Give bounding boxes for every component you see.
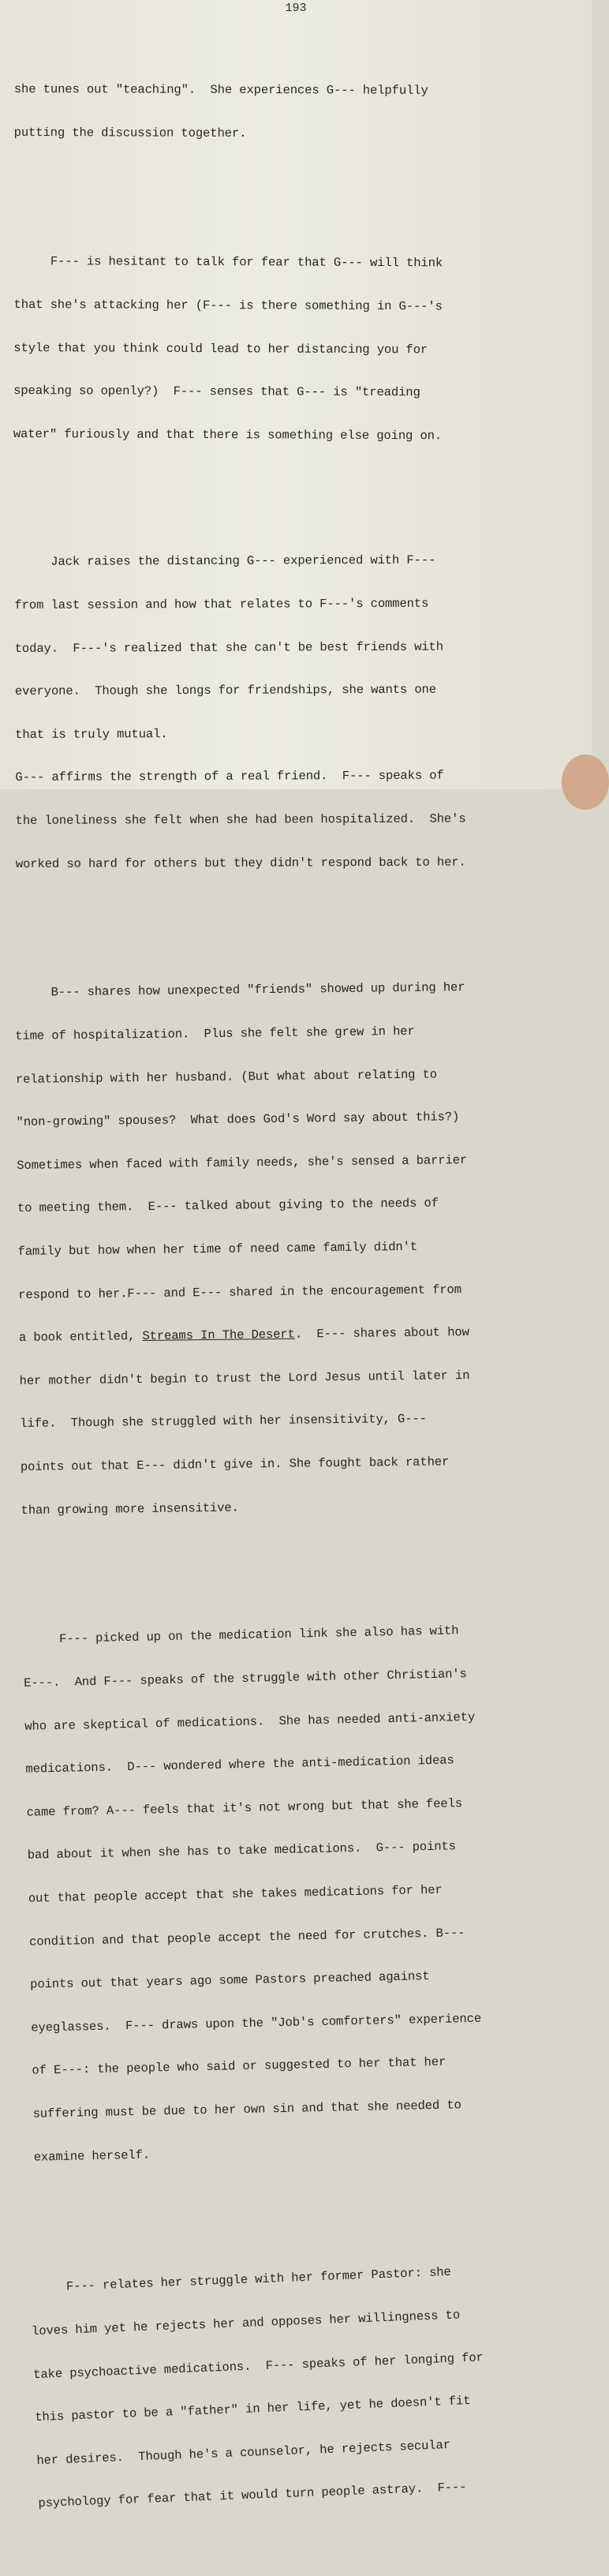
page-number: 193 <box>285 2 307 15</box>
text-line: bad about it when she has to take medications. G--- points <box>27 1839 457 1863</box>
text-line: E---. And F--- speaks of the struggle with other Christian's <box>23 1667 467 1690</box>
paragraph <box>22 1593 586 2193</box>
text-line: Sometimes when faced with family needs, she's sensed a barrier <box>17 1153 468 1174</box>
text-line: life. Though she struggled with her insensitivity, G--- <box>20 1412 427 1432</box>
text-line: from last session and how that relates to F---'s comments <box>14 596 429 612</box>
text-line: out that people accept that she takes medications for her <box>28 1882 443 1906</box>
text-line: F--- picked up on the medication link she also has with <box>22 1623 459 1648</box>
paragraph <box>14 524 568 900</box>
text-line: take psychoactive medications. F--- speaks of her longing for <box>32 2349 484 2382</box>
text-line: time of hospitalization. Plus she felt she grew in her <box>15 1024 415 1044</box>
text-line: this pastor to be a "father" in her life, yet he doesn't fit <box>34 2393 471 2425</box>
text-line: "non-growing" spouses? What does God's Word say about this?) <box>16 1110 460 1130</box>
text-segment: a book entitled, <box>18 1329 143 1346</box>
paragraph <box>14 951 574 1547</box>
text-line: the loneliness she felt when she had been hospitalized. She's <box>15 811 466 828</box>
text-line: of E---: the people who said or suggested to her that her <box>32 2055 446 2079</box>
text-line: today. F---'s realized that she can't be best friends with <box>14 638 443 656</box>
text-line: than growing more insensitive. <box>21 1500 239 1518</box>
text-line-with-title <box>19 1324 571 1346</box>
text-line: points out that years ago some Pastors preached against <box>29 1969 430 1992</box>
text-line: to meeting them. E--- talked about giving to the needs of <box>17 1196 439 1216</box>
text-line: suffering must be due to her own sin and that she needed to <box>32 2098 461 2121</box>
text-line: G--- affirms the strength of a real friend. F--- speaks of <box>15 768 444 784</box>
paragraph <box>13 226 566 472</box>
text-line: medications. D--- wondered where the anti-medication ideas <box>25 1753 454 1777</box>
text-segment: . E--- shares about how <box>294 1325 469 1342</box>
book-title: Streams In The Desert <box>142 1327 295 1344</box>
text-line: worked so hard for others but they didn't respond back to her. <box>15 854 466 871</box>
paragraph <box>13 54 566 170</box>
text-line: examine herself. <box>33 2147 151 2165</box>
text-line: everyone. Though she longs for friendships, she wants one <box>14 682 437 698</box>
text-line: relationship with her husband. (But what about relating to <box>15 1067 438 1087</box>
text-line: speaking so openly?) F--- senses that G--- is "treading <box>13 383 420 400</box>
text-line: respond to her.F--- and E--- shared in the encouragement from <box>18 1282 462 1302</box>
text-line: B--- shares how unexpected "friends" showed up during her <box>14 980 465 1001</box>
text-line: that is truly mutual. <box>15 726 168 742</box>
paragraph <box>28 2231 591 2540</box>
text-line: condition and that people accept the need for crutches. B--- <box>28 1925 465 1949</box>
text-line: loves him yet he rejects her and opposes her willingness to <box>31 2308 461 2339</box>
text-line: came from? A--- feels that it's not wrong but that she feels <box>26 1796 463 1820</box>
text-line: points out that E--- didn't give in. She fought back rather <box>20 1455 450 1475</box>
text-line: eyeglasses. F--- draws upon the "Job's comforters" experience <box>31 2011 482 2035</box>
text-line: water" furiously and that there is something else going on. <box>13 426 443 443</box>
text-line: that she's attacking her (F--- is there something in G---'s <box>13 297 443 313</box>
text-line: style that you think could lead to her distancing you for <box>13 340 428 357</box>
text-line: who are skeptical of medications. She has needed anti-anxiety <box>24 1709 476 1734</box>
text-line: her desires. Though he's a counselor, he rejects secular <box>36 2437 451 2468</box>
text-line: her mother didn't begin to trust the Lord Jesus until later in <box>19 1368 470 1389</box>
text-line: F--- is hesitant to talk for fear that G--- will think <box>13 254 443 271</box>
text-line: F--- relates her struggle with her former Pastor: she <box>29 2265 452 2296</box>
text-line: psychology for fear that it would turn people astray. F--- <box>38 2480 467 2511</box>
text-line: she tunes out "teaching". She experiences G--- helpfully <box>13 82 428 99</box>
thumb-in-corner <box>562 754 609 810</box>
body-text <box>14 25 566 2576</box>
text-line: family but how when her time of need came family didn't <box>17 1240 418 1260</box>
text-line: Jack raises the distancing G--- experienced with F--- <box>14 552 436 569</box>
text-line: putting the discussion together. <box>13 125 247 141</box>
